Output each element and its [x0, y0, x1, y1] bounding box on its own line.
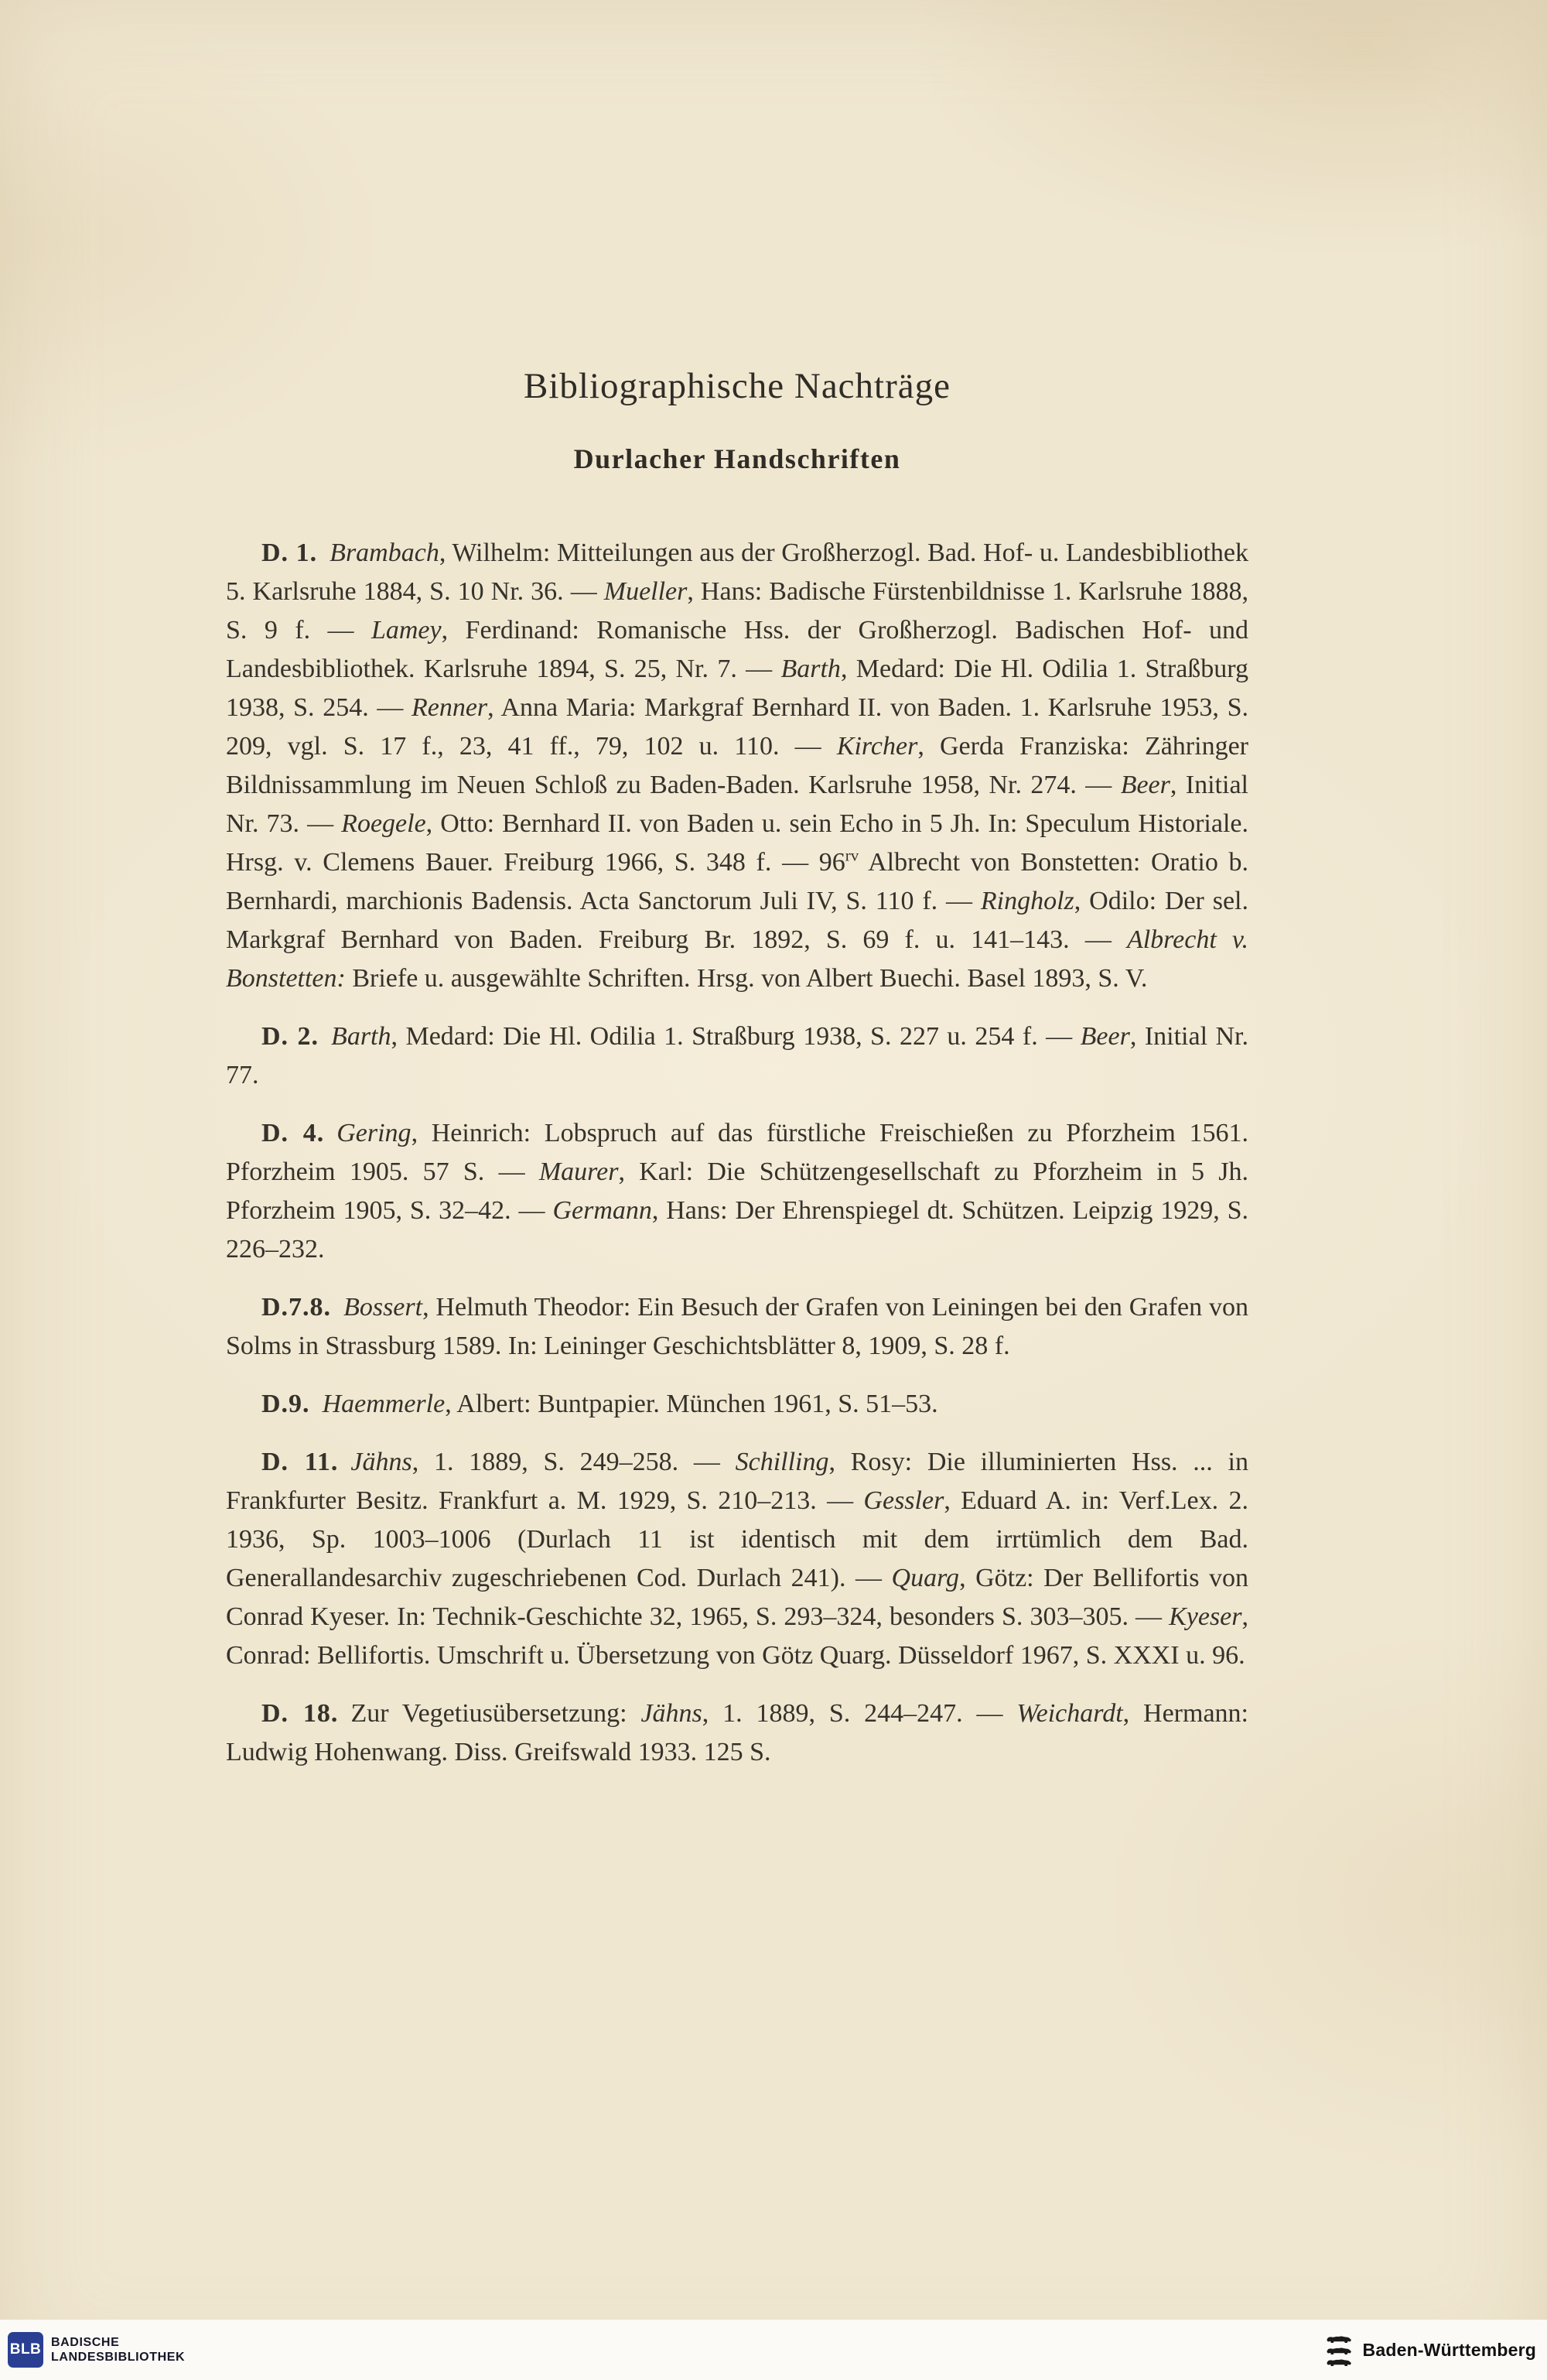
- entry-author-name: Jähns: [640, 1699, 702, 1728]
- entry-text-segment: , 1. 1889, S. 249–258. —: [412, 1448, 736, 1476]
- footer-bar: [0, 2320, 1547, 2380]
- entry-text-segment: rv: [845, 846, 859, 865]
- entry-text-segment: , Hermann: Ludwig Hohenwang. Diss. Greifswald 1933. 125 S.: [226, 1699, 1248, 1766]
- entry-text-segment: , Hans: Der Ehrenspiegel dt. Schützen. Leipzig 1929, S. 226–232.: [226, 1196, 1248, 1264]
- page-title: Bibliographische Nachträge: [524, 366, 951, 406]
- entry-text-segment: , Medard: Die Hl. Odilia 1. Straßburg 1938, S. 227 u. 254 f. —: [391, 1022, 1081, 1051]
- entry-text-segment: , Hans: Badische Fürstenbildnisse 1. Karlsruhe 1888, S. 9 f. —: [226, 577, 1248, 645]
- entry-author-name: Gessler: [863, 1486, 944, 1515]
- page-subtitle: Durlacher Handschriften: [573, 443, 901, 474]
- bibliography-entry: [226, 1443, 1248, 1675]
- entry-text-segment: , Ferdinand: Romanische Hss. der Großherzogl. Badischen Hof- und Landesbibliothek. Karlsruhe 1894, S. 25, Nr. 7. —: [226, 616, 1248, 683]
- entry-label: D.7.8.: [261, 1293, 332, 1322]
- bibliography-entry: [226, 1288, 1248, 1366]
- entry-text-segment: , Götz: Der Bellifortis von Conrad Kyeser. In: Technik-Geschichte 32, 1965, S. 293–324, besonders S. 303–305. —: [226, 1564, 1248, 1631]
- entry-author-name: Kircher: [836, 732, 918, 761]
- entry-author-name: Barth: [331, 1022, 391, 1051]
- entry-text-segment: , Karl: Die Schützengesellschaft zu Pforzheim in 5 Jh. Pforzheim 1905, S. 32–42. —: [226, 1158, 1248, 1225]
- entry-author-name: Schilling: [735, 1448, 829, 1476]
- baden-wuerttemberg-logo-group: [1323, 2331, 1536, 2368]
- entry-text-segment: , Medard: Die Hl. Odilia 1. Straßburg 1938, S. 254. —: [226, 655, 1249, 722]
- entry-label: D. 1.: [261, 539, 318, 567]
- entry-text-segment: Albrecht von Bonstetten: Oratio b. Bernhardi, marchionis Badensis. Acta Sanctorum Juli IV, S. 110 f. —: [226, 848, 1249, 915]
- entry-author-name: Barth: [780, 655, 841, 683]
- entry-author-name: Ringholz: [980, 887, 1074, 915]
- entry-text-segment: , Albert: Buntpapier. München 1961, S. 51–53.: [445, 1390, 938, 1418]
- entry-text-segment: , Anna Maria: Markgraf Bernhard II. von Baden. 1. Karlsruhe 1953, S. 209, vgl. S. 17 f., 23, 41 ff., 79, 102 u. 110. —: [226, 693, 1248, 761]
- entry-text-segment: , Wilhelm: Mitteilungen aus der Großherzogl. Bad. Hof- u. Landesbibliothek 5. Karlsruhe 1884, S. 10 Nr. 36. —: [226, 539, 1248, 606]
- entry-author-name: Bossert: [343, 1293, 423, 1322]
- entry-label: D. 18.: [261, 1699, 339, 1728]
- entry-text-segment: , Rosy: Die illuminierten Hss. ... in Frankfurter Besitz. Frankfurt a. M. 1929, S. 210–213. —: [226, 1448, 1248, 1515]
- entry-author-name: Roegele: [341, 809, 426, 838]
- blb-wordmark: [51, 2335, 185, 2365]
- entry-text-segment: , Conrad: Bellifortis. Umschrift u. Übersetzung von Götz Quarg. Düsseldorf 1967, S. XXXI u. 96.: [226, 1602, 1248, 1670]
- blb-logo-group: [8, 2332, 185, 2368]
- entry-author-name: Jähns: [350, 1448, 412, 1476]
- bibliography-entry: [226, 1114, 1248, 1269]
- entry-author-name: Beer: [1120, 771, 1170, 799]
- entry-text-segment: , Gerda Franziska: Zähringer Bildnissammlung im Neuen Schloß zu Baden-Baden. Karlsruhe 1958, Nr. 274. —: [226, 732, 1248, 799]
- entry-author-name: Weichardt: [1016, 1699, 1123, 1728]
- entry-author-name: Gering: [336, 1119, 412, 1147]
- entry-text-segment: , Initial Nr. 77.: [226, 1022, 1248, 1089]
- entry-author-name: Haemmerle: [322, 1390, 446, 1418]
- entry-author-name: Maurer: [538, 1158, 619, 1186]
- bibliography-entry: [226, 1385, 1248, 1424]
- entry-author-name: Beer: [1080, 1022, 1130, 1051]
- bibliography-entry: [226, 1017, 1248, 1095]
- entry-label: D. 4.: [261, 1119, 325, 1147]
- entry-author-name: Quarg: [891, 1564, 960, 1592]
- entry-text-segment: , Odilo: Der sel. Markgraf Bernhard von Baden. Freiburg Br. 1892, S. 69 f. u. 141–143. —: [226, 887, 1248, 954]
- entry-text-segment: , Helmuth Theodor: Ein Besuch der Grafen von Leiningen bei den Grafen von Solms in Strassburg 1589. In: Leininger Geschichtsblätter 8, 1909, S. 28 f.: [226, 1293, 1248, 1360]
- bibliography-entry: [226, 534, 1248, 998]
- baden-wuerttemberg-coat-of-arms-icon: [1323, 2331, 1356, 2368]
- entry-author-name: Lamey: [371, 616, 442, 645]
- entry-text-segment: , Eduard A. in: Verf.Lex. 2. 1936, Sp. 1003–1006 (Durlach 11 ist identisch mit dem irrtümlich dem Bad. Generallandesarchiv zugeschriebenen Cod. Durlach 241). —: [226, 1486, 1248, 1592]
- entry-text-segment: , Initial Nr. 73. —: [226, 771, 1248, 838]
- baden-wuerttemberg-label: Baden-Württemberg: [1362, 2339, 1536, 2360]
- entry-author-name: Mueller: [603, 577, 688, 606]
- entry-text-segment: Briefe u. ausgewählte Schriften. Hrsg. von Albert Buechi. Basel 1893, S. V.: [345, 964, 1148, 993]
- entry-author-name: Albrecht v. Bonstetten:: [226, 925, 1248, 993]
- blb-wordmark-line2: LANDESBIBLIOTHEK: [51, 2351, 186, 2364]
- entry-label: D. 11.: [261, 1448, 339, 1476]
- entry-author-name: Kyeser: [1169, 1602, 1242, 1631]
- blb-wordmark-line1: BADISCHE: [51, 2336, 120, 2349]
- entry-text-segment: Zur Vegetiusübersetzung:: [350, 1699, 641, 1728]
- entry-text-segment: , Otto: Bernhard II. von Baden u. sein Echo in 5 Jh. In: Speculum Historiale. Hrsg. v. Clemens Bauer. Freiburg 1966, S. 348 f. — 96: [226, 809, 1248, 877]
- blb-logo-icon: BLB: [8, 2332, 43, 2368]
- entry-author-name: Germann: [552, 1196, 652, 1225]
- bibliography-entry: [226, 1694, 1248, 1772]
- entry-label: D. 2.: [261, 1022, 319, 1051]
- entry-text-segment: , 1. 1889, S. 244–247. —: [702, 1699, 1017, 1728]
- entry-author-name: Renner: [411, 693, 488, 722]
- page-text-block: [226, 365, 1248, 1791]
- entry-label: D.9.: [261, 1390, 310, 1418]
- entry-text-segment: , Heinrich: Lobspruch auf das fürstliche Freischießen zu Pforzheim 1561. Pforzheim 1905. 57 S. —: [226, 1119, 1248, 1186]
- bibliography-entries: [226, 534, 1248, 1772]
- entry-author-name: Brambach: [330, 539, 439, 567]
